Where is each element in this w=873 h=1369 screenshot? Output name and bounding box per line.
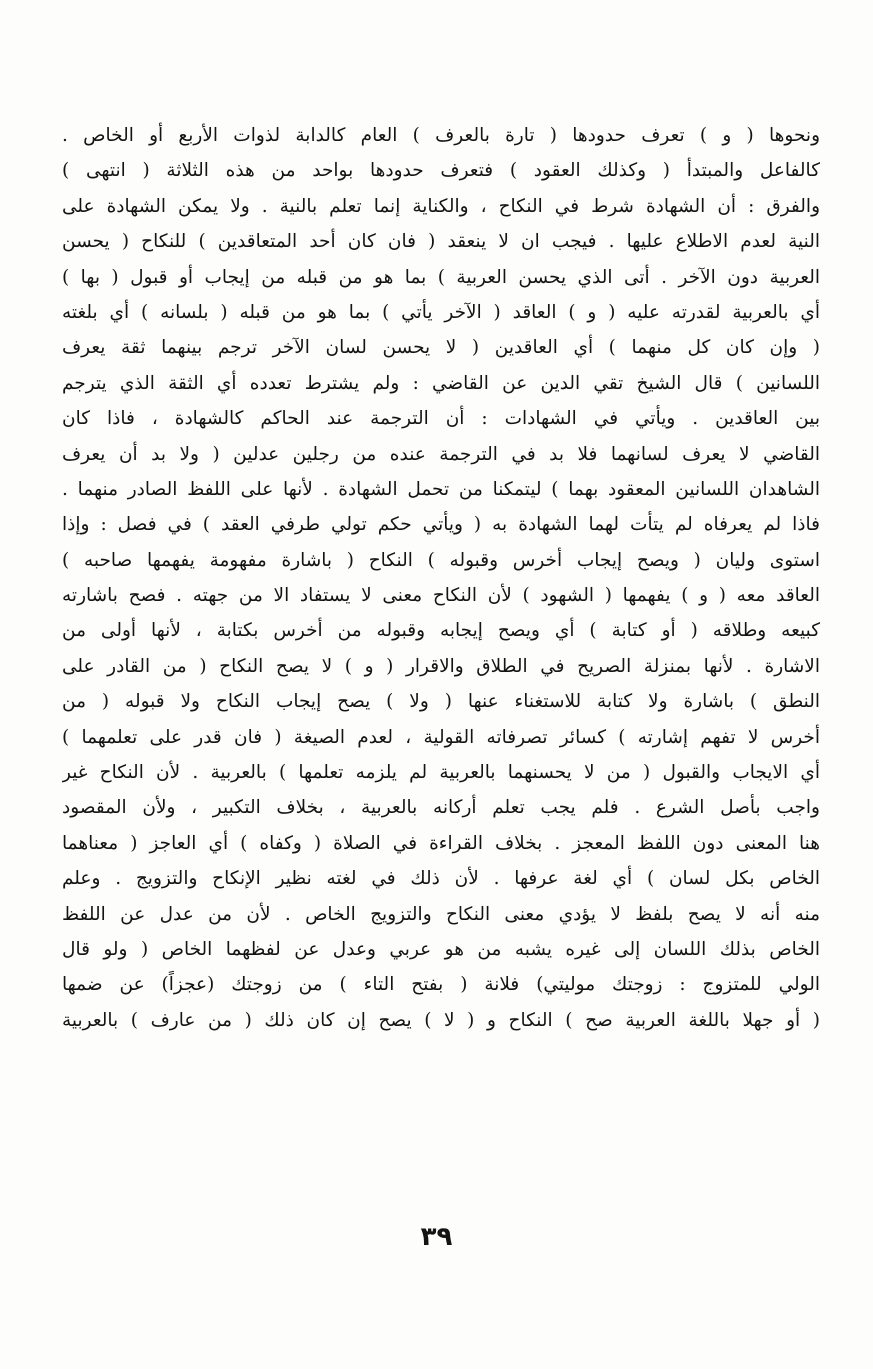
text-line: كبيعه وطلاقه ( أو كتابة ) أي ويصح إيجابه وقبوله من أخرس بكتابة ، لأنها أولى من (62, 620, 820, 642)
text-line: كالفاعل والمبتدأ ( وكذلك العقود ) فتعرف حدودها بواحد من هذه الثلاثة ( انتهى ) (62, 160, 820, 182)
text-line: العربية دون الآخر . أتى الذي يحسن العربية ) بما هو من قبله من إيجاب أو قبول ( بها ) (62, 266, 820, 288)
text-line: العاقد معه ( و ) يفهمها ( الشهود ) لأن النكاح معنى لا يستفاد الا من جهته . فصح باشارته (62, 585, 820, 607)
text-line: أي بالعربية لقدرته عليه ( و ) العاقد ( الآخر يأتي ) بما هو من قبله ( بلسانه ) أي بلغته (62, 301, 820, 323)
text-line: واجب بأصل الشرع . فلم يجب تعلم أركانه بالعربية ، بخلاف التكبير ، ولأن المقصود (62, 797, 820, 819)
text-line: النطق ) باشارة ولا كتابة للاستغناء عنها ( ولا ) يصح إيجاب النكاح ولا قبوله ( من (62, 691, 820, 713)
text-line: ( وإن كان كل منهما ) أي العاقدين ( لا يحسن لسان الآخر ترجم بينهما ثقة يعرف (62, 337, 820, 359)
text-line: القاضي لا يعرف لسانهما فلا بد في الترجمة عنده من رجلين عدلين ( ولا بد أن يعرف (62, 443, 820, 465)
body-text (62, 118, 820, 1038)
text-line: منه أنه لا يصح بلفظ لا يؤدي معنى النكاح والتزويج الخاص . لأن من عدل عن اللفظ (62, 903, 820, 925)
page-number: ٣٩ (420, 1222, 453, 1252)
text-line: النية لعدم الاطلاع عليها . فيجب ان لا ينعقد ( فان كان أحد المتعاقدين ) للنكاح ( يحسن (62, 231, 820, 253)
text-line: أي الايجاب والقبول ( من لا يحسنهما بالعربية لم يلزمه تعلمها ) بالعربية . لأن النكاح غير (62, 762, 820, 784)
text-line: بين العاقدين . ويأتي في الشهادات : أن الترجمة عند الحاكم كالشهادة ، فاذا كان (62, 408, 820, 430)
text-line: الشاهدان اللسانين المعقود بهما ) ليتمكنا من تحمل الشهادة . لأنها على اللفظ الصادر منهما . (62, 478, 820, 500)
text-line: الخاص بذلك اللسان إلى غيره يشبه من هو عربي وعدل عن لفظهما الخاص ( ولو قال (62, 938, 820, 960)
text-line: استوى وليان ( ويصح إيجاب أخرس وقبوله ) النكاح ( باشارة مفهومة يفهمها صاحبه ) (62, 549, 820, 571)
text-line: اللسانين ) قال الشيخ تقي الدين عن القاضي : ولم يشترط تعدده أي الثقة الذي يترجم (62, 372, 820, 394)
text-line: أخرس لا تفهم إشارته ) كسائر تصرفاته القولية ، لعدم الصيغة ( فان قدر على تعلمهما ) (62, 726, 820, 748)
text-line: الخاص بكل لسان ) أي لغة عرفها . لأن ذلك في لغته نظير الإنكاح والتزويج . وعلم (62, 868, 820, 890)
text-line: والفرق : أن الشهادة شرط في النكاح ، والكناية إنما تعلم بالنية . ولا يمكن الشهادة على (62, 195, 820, 217)
text-line: ونحوها ( و ) تعرف حدودها ( تارة بالعرف ) العام كالدابة لذوات الأربع أو الخاص . (62, 125, 820, 146)
text-line: ( أو جهلا باللغة العربية صح ) النكاح و ( لا ) يصح إن كان ذلك ( من عارف ) بالعربية (62, 1009, 820, 1031)
text-line: الاشارة . لأنها بمنزلة الصريح في الطلاق والاقرار ( و ) لا يصح النكاح ( من القادر على (62, 655, 820, 677)
text-line: فاذا لم يعرفاه لم يتأت لهما الشهادة به ( ويأتي حكم تولي طرفي العقد ) في فصل : وإذا (62, 514, 820, 536)
text-line: الولي للمتزوج : زوجتك موليتي) فلانة ( بفتح التاء ) من زوجتك (عجزاً) عن ضمها (62, 974, 820, 996)
text-line: هنا المعنى دون اللفظ المعجز . بخلاف القراءة في الصلاة ( وكفاه ) أي العاجز ( معناهما (62, 832, 820, 854)
